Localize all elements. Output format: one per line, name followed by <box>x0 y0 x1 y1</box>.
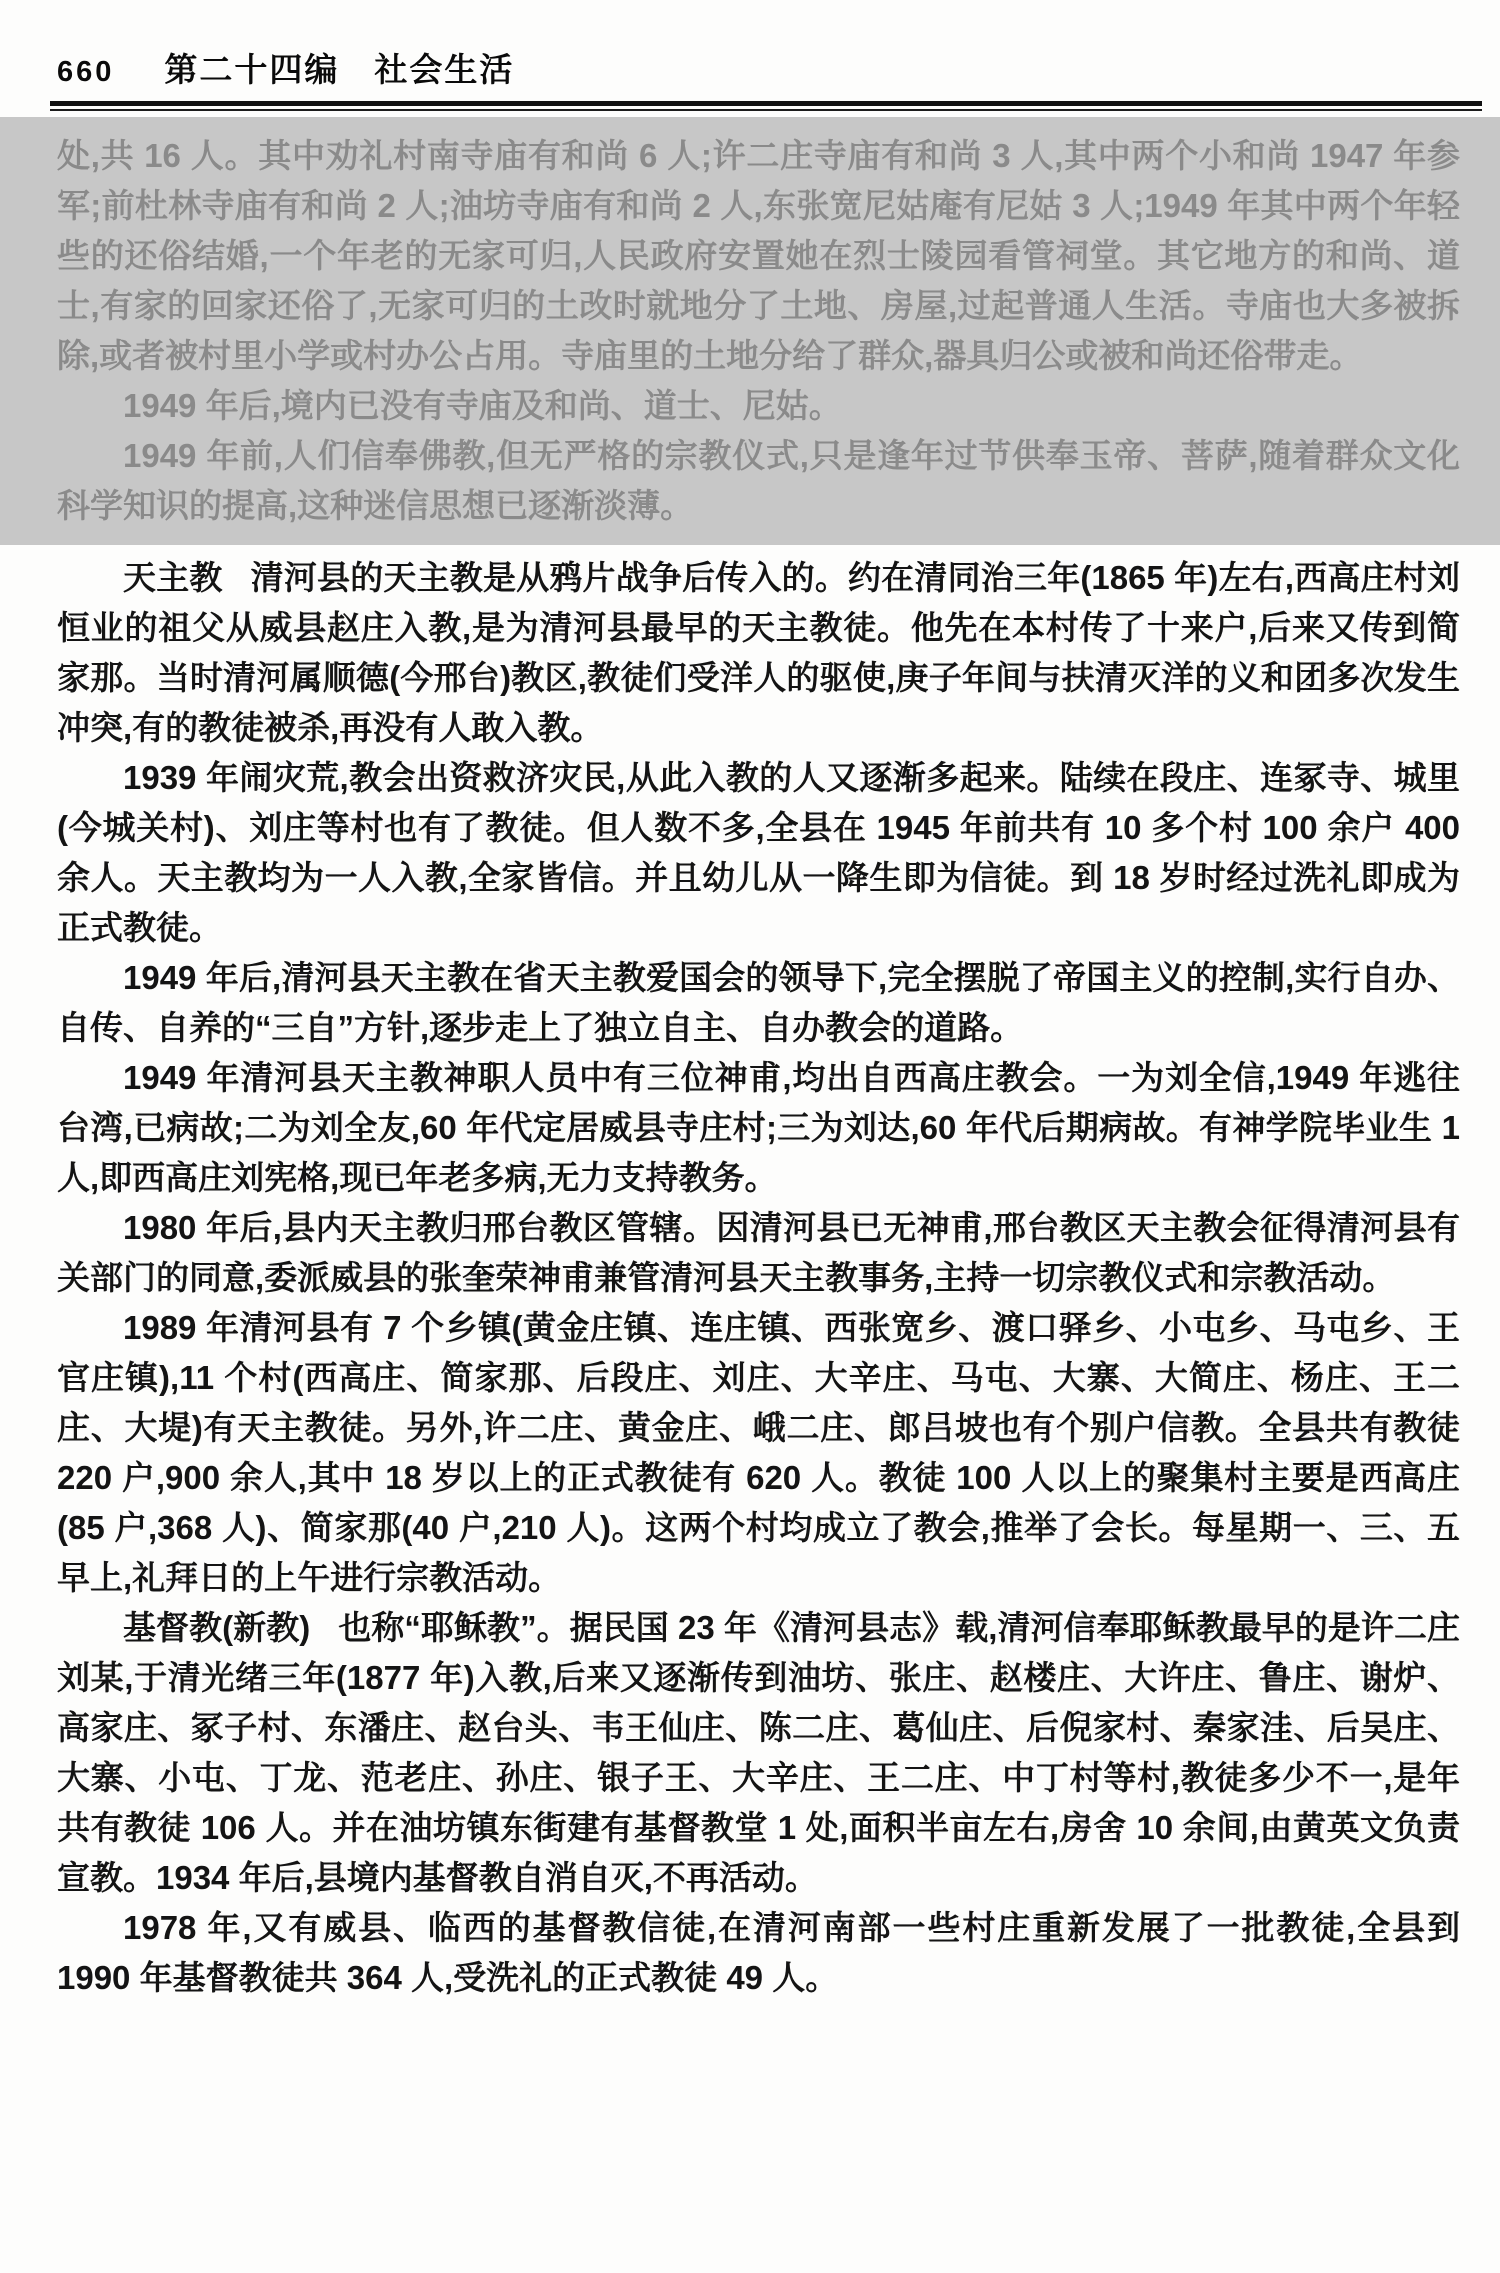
paragraph: 1949 年后,境内已没有寺庙及和尚、道士、尼姑。 <box>123 387 842 424</box>
page-header <box>0 0 1500 91</box>
paragraph: 1980 年后,县内天主教归邢台教区管辖。因清河县已无神甫,邢台教区天主教会征得清河县有关部门的同意,委派威县的张奎荣神甫兼管清河县天主教事务,主持一切宗教仪式和宗教活动。 <box>57 1209 1460 1296</box>
paragraph: 1978 年,又有威县、临西的基督教信徒,在清河南部一些村庄重新发展了一批教徒,全县到 1990 年基督教徒共 364 人,受洗礼的正式教徒 49 人。 <box>57 1909 1460 1996</box>
lead-term: 基督教(新教) <box>123 1609 311 1646</box>
page-number: 660 <box>57 56 115 88</box>
paragraph: 处,共 16 人。其中劝礼村南寺庙有和尚 6 人;许二庄寺庙有和尚 3 人,其中两个小和尚 1947 年参军;前杜林寺庙有和尚 2 人;油坊寺庙有和尚 2 人,东张宽尼姑庵有尼姑 3 人;1949 年其中两个年轻些的还俗结婚,一个年老的无家可归,人民政府安置她在烈士陵园看管祠堂。其它地方的和尚、道士,有家的回家还俗了,无家可归的土改时就地分了土地、房屋,过起普通人生活。寺庙也大多被拆除,或者被村里小学或村办公占用。寺庙里的土地分给了群众,器具归公或被和尚还俗带走。 <box>57 137 1460 374</box>
paragraph: 1989 年清河县有 7 个乡镇(黄金庄镇、连庄镇、西张宽乡、渡口驿乡、小屯乡、马屯乡、王官庄镇),11 个村(西高庄、简家那、后段庄、刘庄、大辛庄、马屯、大寨、大简庄、杨庄、王二庄、大堤)有天主教徒。另外,许二庄、黄金庄、峨二庄、郎吕坡也有个别户信教。全县共有教徒 220 户,900 余人,其中 18 岁以上的正式教徒有 620 人。教徒 100 人以上的聚集村主要是西高庄(85 户,368 人)、简家那(40 户,210 人)。这两个村均成立了教会,推举了会长。每星期一、三、五早上,礼拜日的上午进行宗教活动。 <box>57 1309 1460 1596</box>
body-text-block <box>0 545 1500 2003</box>
faded-text-block <box>0 117 1500 545</box>
paragraph: 1939 年闹灾荒,教会出资救济灾民,从此入教的人又逐渐多起来。陆续在段庄、连冢寺、城里(今城关村)、刘庄等村也有了教徒。但人数不多,全县在 1945 年前共有 10 多个村 100 余户 400 余人。天主教均为一人入教,全家皆信。并且幼儿从一降生即为信徒。到 18 岁时经过洗礼即成为正式教徒。 <box>57 759 1460 946</box>
paragraph: 1949 年清河县天主教神职人员中有三位神甫,均出自西高庄教会。一为刘全信,1949 年逃往台湾,已病故;二为刘全友,60 年代定居威县寺庄村;三为刘达,60 年代后期病故。有神学院毕业生 1 人,即西高庄刘宪格,现已年老多病,无力支持教务。 <box>57 1059 1460 1196</box>
section-title: 第二十四编 社会生活 <box>164 51 515 88</box>
paragraph: 基督教(新教) 也称“耶稣教”。据民国 23 年《清河县志》载,清河信奉耶稣教最早的是许二庄刘某,于清光绪三年(1877 年)入教,后来又逐渐传到油坊、张庄、赵楼庄、大许庄、鲁庄、谢炉、高家庄、冢子村、东潘庄、赵台头、韦王仙庄、陈二庄、葛仙庄、后倪家村、秦家洼、后吴庄、大寨、小屯、丁龙、范老庄、孙庄、银子王、大辛庄、王二庄、中丁村等村,教徒多少不一,是年共有教徒 106 人。并在油坊镇东街建有基督教堂 1 处,面积半亩左右,房舍 10 余间,由黄英文负责宣教。1934 年后,县境内基督教自消自灭,不再活动。 <box>57 1609 1460 1896</box>
header-rule <box>50 101 1482 111</box>
paragraph: 天主教 清河县的天主教是从鸦片战争后传入的。约在清同治三年(1865 年)左右,西高庄村刘恒业的祖父从威县赵庄入教,是为清河县最早的天主教徒。他先在本村传了十来户,后来又传到简家那。当时清河属顺德(今邢台)教区,教徒们受洋人的驱使,庚子年间与扶清灭洋的义和团多次发生冲突,有的教徒被杀,再没有人敢入教。 <box>57 559 1461 746</box>
paragraph: 1949 年后,清河县天主教在省天主教爱国会的领导下,完全摆脱了帝国主义的控制,实行自办、自传、自养的“三自”方针,逐步走上了独立自主、自办教会的道路。 <box>57 959 1460 1046</box>
paragraph: 1949 年前,人们信奉佛教,但无严格的宗教仪式,只是逢年过节供奉玉帝、菩萨,随着群众文化科学知识的提高,这种迷信思想已逐渐淡薄。 <box>57 437 1460 524</box>
lead-term: 天主教 <box>123 559 223 596</box>
